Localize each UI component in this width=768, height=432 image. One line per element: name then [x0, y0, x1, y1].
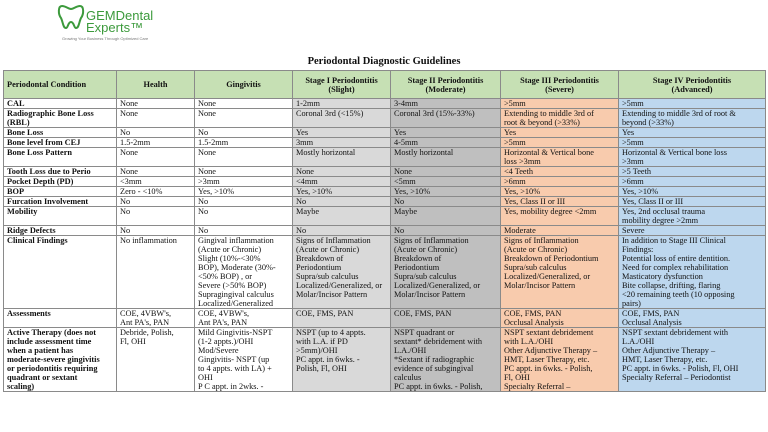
table-cell: Yes, >10% — [391, 187, 501, 197]
table-cell: COE, FMS, PAN Occlusal Analysis — [501, 309, 619, 328]
condition-label: Bone Loss — [4, 128, 117, 138]
table-cell: Extending to middle 3rd of root & beyond (>33%) — [619, 109, 766, 128]
table-row — [4, 167, 766, 177]
table-row — [4, 236, 766, 309]
table-cell: NSPT sextant debridement with L.A./OHI Other Adjunctive Therapy – HMT, Laser Therapy, etc. PC appt. in 6wks. - Polish, Fl, OHI Specialty Referral – — [501, 328, 619, 392]
table-cell: None — [195, 99, 293, 109]
table-cell: Severe — [619, 226, 766, 236]
table-cell: <5mm — [391, 177, 501, 187]
page-title: Periodontal Diagnostic Guidelines — [307, 56, 461, 67]
table-cell: <4mm — [293, 177, 391, 187]
logo-tagline: Growing Your Business Through Optimized Care — [62, 36, 149, 41]
condition-label: Assessments — [4, 309, 117, 328]
table-cell: Maybe — [293, 207, 391, 226]
table-cell: Moderate — [501, 226, 619, 236]
table-cell: None — [117, 109, 195, 128]
table-cell: Mostly horizontal — [293, 148, 391, 167]
table-cell: Yes — [619, 128, 766, 138]
table-cell: Debride, Polish, Fl, OHI — [117, 328, 195, 392]
table-cell: Horizontal & Vertical bone loss >3mm — [619, 148, 766, 167]
table-cell: >5mm — [619, 138, 766, 148]
table-header-row — [4, 71, 766, 99]
table-cell: No — [293, 226, 391, 236]
table-cell: NSPT quadrant or sextant* debridement with L.A./OHI *Sextant if radiographic evidence of subgingival calculus PC appt. in 6wks. - Polish, — [391, 328, 501, 392]
table-cell: None — [293, 167, 391, 177]
table-cell: Extending to middle 3rd of root & beyond (>33%) — [501, 109, 619, 128]
table-row — [4, 109, 766, 128]
table-cell: Gingival inflammation (Acute or Chronic) Slight (10%-<30% BOP), Moderate (30%- <50% BOP) , or Severe (>50% BOP) Supragingival calculus Localized/Generalized — [195, 236, 293, 309]
column-header: Gingivitis — [195, 71, 293, 99]
table-cell: Signs of Inflammation (Acute or Chronic) Breakdown of Periodontium Supra/sub calculus Localized/Generalized, or Molar/Incisor Pattern — [293, 236, 391, 309]
condition-label: BOP — [4, 187, 117, 197]
table-cell: No — [391, 197, 501, 207]
condition-label: Clinical Findings — [4, 236, 117, 309]
periodontal-guidelines-table — [3, 70, 766, 392]
column-header: Health — [117, 71, 195, 99]
table-cell: No — [195, 207, 293, 226]
table-cell: >6mm — [501, 177, 619, 187]
table-cell: >6mm — [619, 177, 766, 187]
table-cell: Yes — [391, 128, 501, 138]
table-cell: No — [117, 128, 195, 138]
table-cell: None — [195, 148, 293, 167]
table-cell: Coronal 3rd (<15%) — [293, 109, 391, 128]
table-cell: Yes, Class II or III — [619, 197, 766, 207]
table-cell: COE, FMS, PAN — [293, 309, 391, 328]
table-cell: No — [117, 226, 195, 236]
condition-label: Mobility — [4, 207, 117, 226]
table-cell: >5mm — [619, 99, 766, 109]
column-header: Stage II Periodontitis (Moderate) — [391, 71, 501, 99]
table-cell: <3mm — [117, 177, 195, 187]
table-cell: >5 Teeth — [619, 167, 766, 177]
table-row — [4, 226, 766, 236]
table-cell: Yes, >10% — [195, 187, 293, 197]
table-cell: NSPT sextant debridement with L.A./OHI Other Adjunctive Therapy – HMT, Laser Therapy, etc. PC appt. in 6wks. - Polish, Fl, OHI Specialty Referral – Periodontist — [619, 328, 766, 392]
table-cell: COE, FMS, PAN Occlusal Analysis — [619, 309, 766, 328]
table-cell: >5mm — [501, 99, 619, 109]
table-row — [4, 328, 766, 392]
column-header: Stage IV Periodontitis (Advanced) — [619, 71, 766, 99]
table-cell: Yes, mobility degree <2mm — [501, 207, 619, 226]
table-row — [4, 128, 766, 138]
table-cell: None — [117, 167, 195, 177]
table-cell: Yes — [501, 128, 619, 138]
table-cell: 4-5mm — [391, 138, 501, 148]
table-cell: 1.5-2mm — [117, 138, 195, 148]
table-cell: 1-2mm — [293, 99, 391, 109]
table-cell: In addition to Stage III Clinical Findings: Potential loss of entire dentition. Need for complex rehabilitation Masticatory dysfunction Bite collapse, drifting, flaring <20 remaining teeth (10 opposing pairs) — [619, 236, 766, 309]
table-cell: Mostly horizontal — [391, 148, 501, 167]
table-row — [4, 207, 766, 226]
table-row — [4, 99, 766, 109]
table-cell: Signs of Inflammation (Acute or Chronic) Breakdown of Periodontium Supra/sub calculus Localized/Generalized, or Molar/Incisor Pattern — [391, 236, 501, 309]
table-cell: None — [391, 167, 501, 177]
table-cell: 3-4mm — [391, 99, 501, 109]
table-cell: 1.5-2mm — [195, 138, 293, 148]
condition-label: Bone level from CEJ — [4, 138, 117, 148]
table-cell: <4 Teeth — [501, 167, 619, 177]
table-row — [4, 177, 766, 187]
column-header: Stage I Periodontitis (Slight) — [293, 71, 391, 99]
table-cell: No — [195, 197, 293, 207]
table-cell: COE, 4VBW's, Ant PA's, PAN — [117, 309, 195, 328]
table-cell: NSPT (up to 4 appts. with L.A. if PD >5mm)/OHI PC appt. in 6wks. - Polish, Fl, OHI — [293, 328, 391, 392]
table-row — [4, 197, 766, 207]
table-cell: None — [117, 148, 195, 167]
table-cell: None — [195, 109, 293, 128]
company-logo — [56, 2, 176, 48]
table-cell: Mild Gingivitis-NSPT (1-2 appts.)/OHI Mod/Severe Gingivitis- NSPT (up to 4 appts. with LA) + OHI P C appt. in 2wks. - — [195, 328, 293, 392]
column-header: Periodontal Condition — [4, 71, 117, 99]
table-cell: No — [391, 226, 501, 236]
table-cell: No — [293, 197, 391, 207]
condition-label: CAL — [4, 99, 117, 109]
table-cell: No inflammation — [117, 236, 195, 309]
table-cell: Yes — [293, 128, 391, 138]
tooth-logo-icon — [56, 2, 86, 32]
table-cell: COE, FMS, PAN — [391, 309, 501, 328]
table-row — [4, 148, 766, 167]
table-cell: None — [117, 99, 195, 109]
table-cell: No — [195, 128, 293, 138]
table-cell: Signs of Inflammation (Acute or Chronic) Breakdown of Periodontium Supra/sub calculus Localized/Generalized, or Molar/Incisor Pattern — [501, 236, 619, 309]
table-cell: No — [117, 207, 195, 226]
table-row — [4, 309, 766, 328]
condition-label: Furcation Involvement — [4, 197, 117, 207]
table-cell: Maybe — [391, 207, 501, 226]
condition-label: Bone Loss Pattern — [4, 148, 117, 167]
table-row — [4, 187, 766, 197]
table-cell: Horizontal & Vertical bone loss >3mm — [501, 148, 619, 167]
table-row — [4, 138, 766, 148]
table-cell: >5mm — [501, 138, 619, 148]
table-cell: 3mm — [293, 138, 391, 148]
table-cell: Yes, >10% — [501, 187, 619, 197]
condition-label: Ridge Defects — [4, 226, 117, 236]
condition-label: Radiographic Bone Loss (RBL) — [4, 109, 117, 128]
table-cell: No — [117, 197, 195, 207]
condition-label: Active Therapy (does not include assessment time when a patient has moderate-severe gingivitis or periodontitis requiring quadrant or sextant scaling) — [4, 328, 117, 392]
column-header: Stage III Periodontitis (Severe) — [501, 71, 619, 99]
table-cell: No — [195, 226, 293, 236]
condition-label: Pocket Depth (PD) — [4, 177, 117, 187]
table-cell: None — [195, 167, 293, 177]
table-cell: >3mm — [195, 177, 293, 187]
table-cell: Yes, Class II or III — [501, 197, 619, 207]
condition-label: Tooth Loss due to Perio — [4, 167, 117, 177]
table-cell: Zero - <10% — [117, 187, 195, 197]
table-cell: Coronal 3rd (15%-33%) — [391, 109, 501, 128]
table-cell: Yes, >10% — [293, 187, 391, 197]
table-cell: Yes, 2nd occlusal trauma mobility degree >2mm — [619, 207, 766, 226]
table-cell: Yes, >10% — [619, 187, 766, 197]
logo-name: GEMDental Experts™ — [86, 8, 154, 35]
table-cell: COE, 4VBW's, Ant PA's, PAN — [195, 309, 293, 328]
